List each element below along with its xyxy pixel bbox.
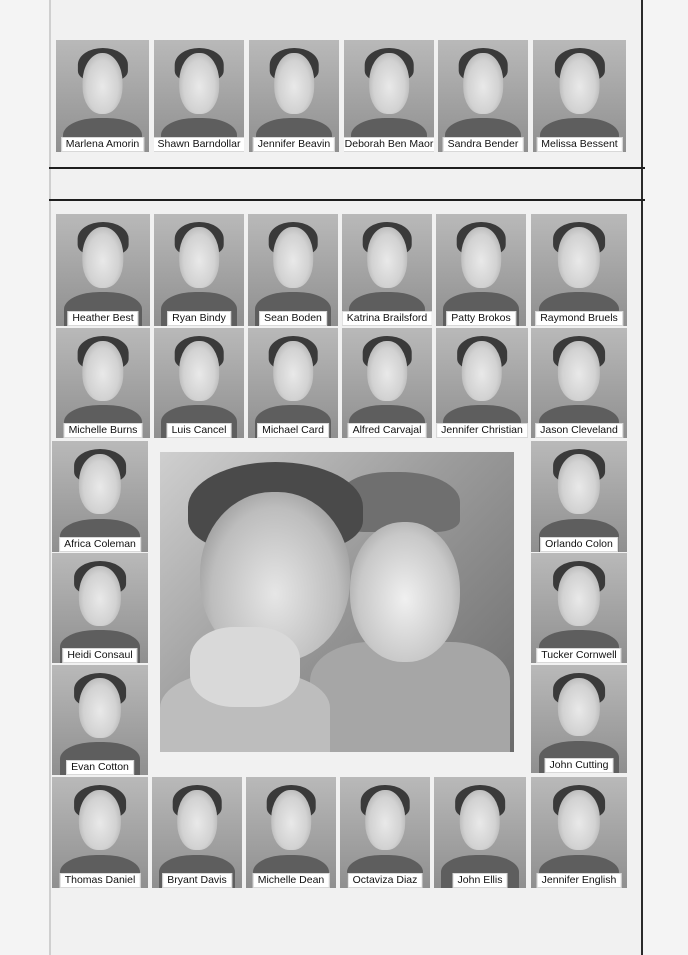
student-name: Tucker Cornwell: [536, 648, 621, 663]
portrait: [154, 214, 244, 326]
student-name: Melissa Bessent: [536, 137, 622, 152]
portrait: [531, 777, 627, 888]
portrait: [246, 777, 336, 888]
portrait: [436, 328, 528, 438]
portrait: [342, 328, 432, 438]
candid-feature-photo: [160, 452, 514, 752]
student-name: Alfred Carvajal: [348, 423, 427, 438]
portrait: [52, 777, 148, 888]
student-name: Ryan Bindy: [167, 311, 231, 326]
portrait: [436, 214, 526, 326]
portrait: [56, 40, 149, 152]
student-name: Sandra Bender: [443, 137, 524, 152]
portrait: [531, 328, 627, 438]
student-name: Evan Cotton: [66, 760, 134, 775]
portrait: [434, 777, 526, 888]
portrait: [340, 777, 430, 888]
student-name: Heidi Consaul: [62, 648, 137, 663]
section-divider-bottom: [49, 199, 645, 201]
student-name: Jason Cleveland: [535, 423, 623, 438]
portrait: [249, 40, 339, 152]
portrait: [531, 553, 627, 663]
student-name: Katrina Brailsford: [342, 311, 432, 326]
portrait: [342, 214, 432, 326]
portrait: [56, 214, 150, 326]
student-name: Michelle Burns: [64, 423, 143, 438]
section-divider-top: [49, 167, 645, 169]
student-name: Deborah Ben Maor: [344, 137, 434, 152]
portrait: [438, 40, 528, 152]
student-name: Octaviza Diaz: [348, 873, 423, 888]
portrait: [533, 40, 626, 152]
student-name: Heather Best: [67, 311, 138, 326]
portrait: [531, 665, 627, 773]
portrait: [52, 665, 148, 775]
student-name: Michael Card: [257, 423, 329, 438]
portrait: [52, 553, 148, 663]
student-name: Raymond Bruels: [535, 311, 623, 326]
student-name: Shawn Barndollar: [154, 137, 244, 152]
portrait: [531, 214, 627, 326]
portrait: [248, 214, 338, 326]
portrait: [248, 328, 338, 438]
student-name: Bryant Davis: [162, 873, 232, 888]
student-name: Orlando Colon: [540, 537, 618, 552]
student-name: Patty Brokos: [446, 311, 516, 326]
student-name: John Ellis: [453, 873, 508, 888]
student-name: Jennifer Christian: [436, 423, 528, 438]
student-name: Luis Cancel: [167, 423, 232, 438]
portrait: [52, 441, 148, 552]
student-name: Michelle Dean: [253, 873, 330, 888]
student-name: Marlena Amorin: [61, 137, 145, 152]
portrait: [152, 777, 242, 888]
student-name: Sean Boden: [259, 311, 327, 326]
student-name: Thomas Daniel: [60, 873, 141, 888]
student-name: Africa Coleman: [59, 537, 141, 552]
student-name: Jennifer English: [537, 873, 622, 888]
portrait: [531, 441, 627, 552]
student-name: John Cutting: [545, 758, 614, 773]
portrait: [56, 328, 150, 438]
student-name: Jennifer Beavin: [253, 137, 335, 152]
portrait: [154, 328, 244, 438]
portrait: [344, 40, 434, 152]
portrait: [154, 40, 244, 152]
